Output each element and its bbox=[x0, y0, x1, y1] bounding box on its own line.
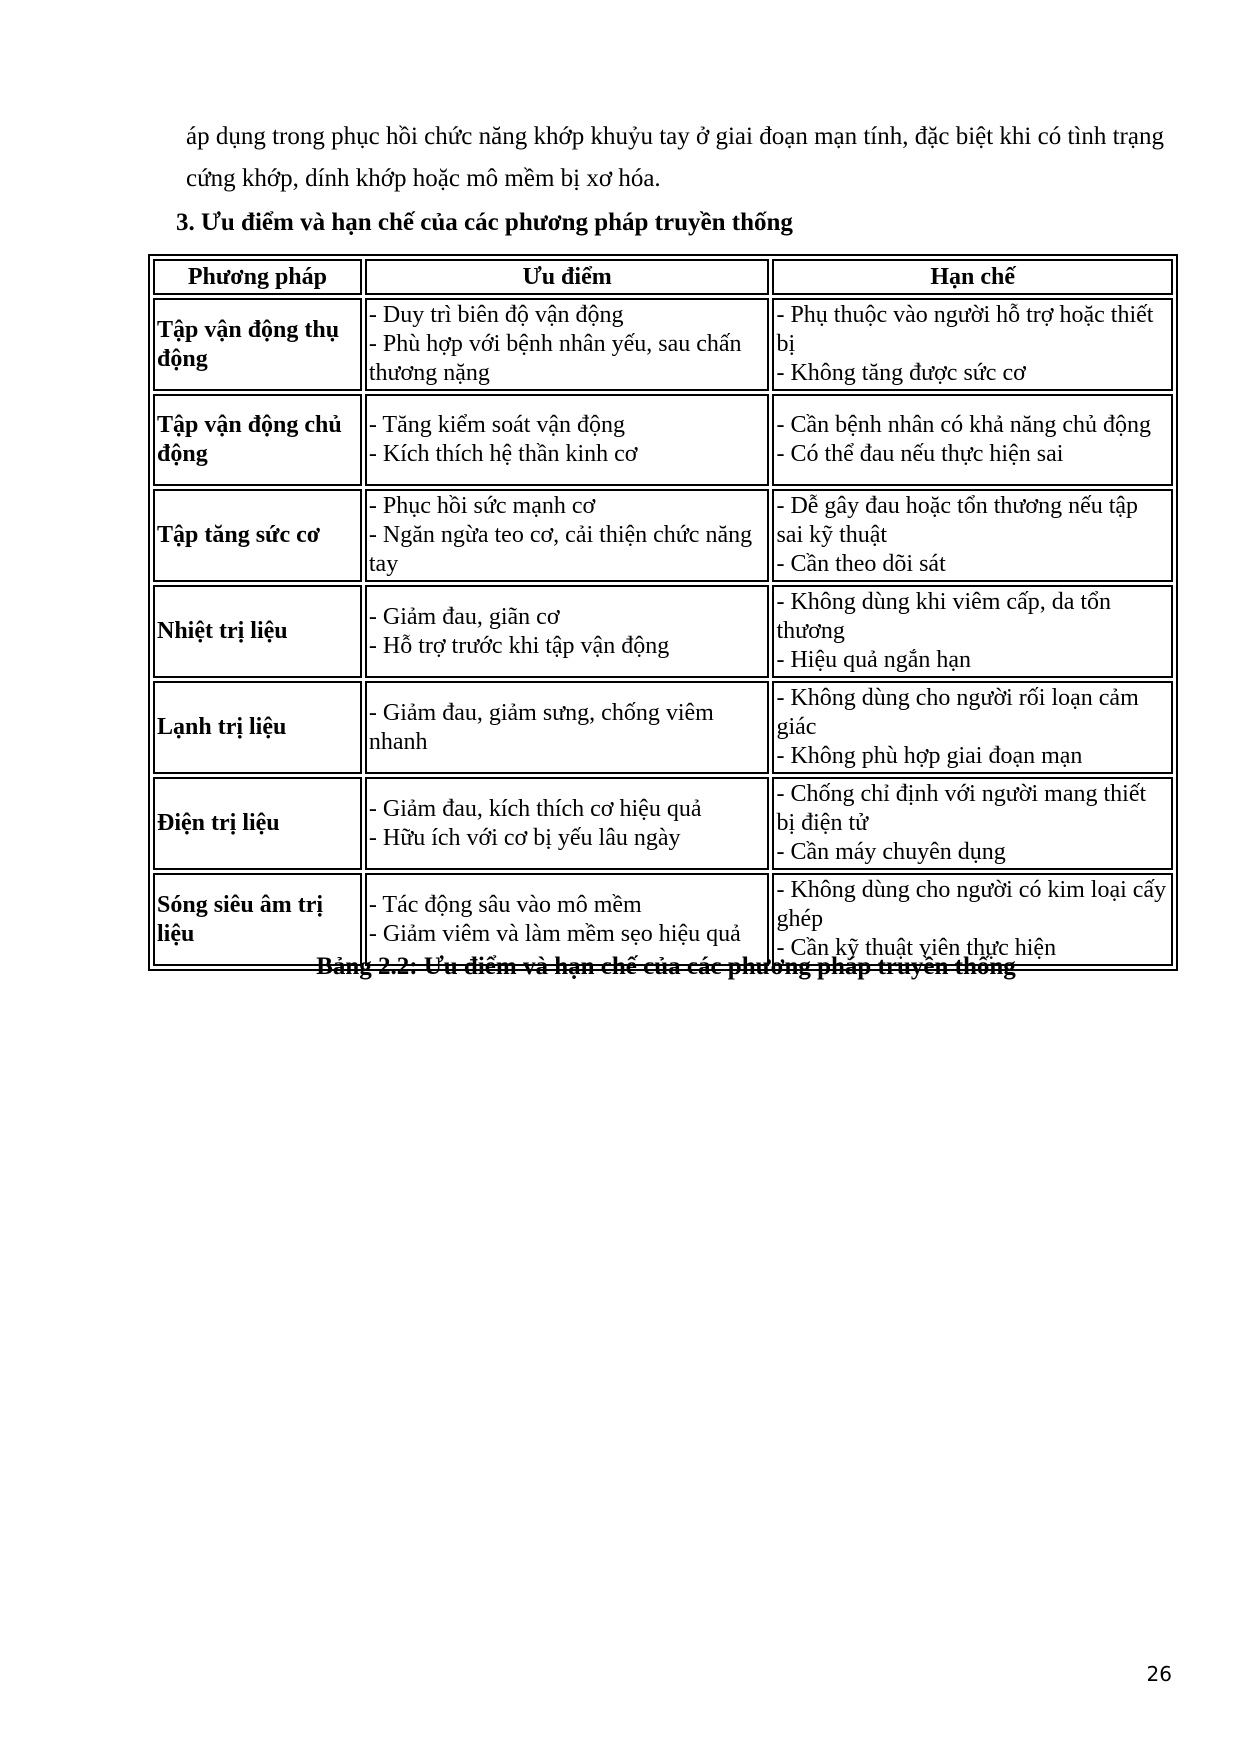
method-cell: Lạnh trị liệu bbox=[153, 681, 362, 774]
table-row bbox=[153, 777, 1173, 870]
limitation-item: - Không dùng khi viêm cấp, da tổn thương bbox=[776, 589, 1112, 644]
table-row bbox=[153, 681, 1173, 774]
advantage-item: - Tác động sâu vào mô mềm bbox=[368, 891, 642, 918]
limitations-cell bbox=[772, 585, 1173, 678]
limitation-item: - Không tăng được sức cơ bbox=[776, 360, 1026, 386]
advantage-item: - Phù hợp với bệnh nhân yếu, sau chấn thương nặng bbox=[368, 331, 742, 386]
limitation-item: - Không phù hợp giai đoạn mạn bbox=[776, 743, 1083, 769]
advantage-item: - Giảm đau, kích thích cơ hiệu quả bbox=[368, 795, 702, 822]
limitations-cell bbox=[772, 777, 1173, 870]
comparison-table-container bbox=[148, 254, 1178, 971]
method-cell: Nhiệt trị liệu bbox=[153, 585, 362, 678]
limitation-item: - Cần bệnh nhân có khả năng chủ động bbox=[776, 412, 1152, 438]
advantage-item: - Kích thích hệ thần kinh cơ bbox=[368, 441, 638, 467]
advantage-item: - Duy trì biên độ vận động bbox=[368, 302, 624, 328]
advantages-cell bbox=[365, 777, 770, 870]
limitations-cell bbox=[772, 489, 1173, 582]
advantages-cell bbox=[365, 394, 770, 486]
method-cell: Sóng siêu âm trị liệu bbox=[153, 873, 362, 966]
limitation-item: - Không dùng cho người có kim loại cấy ghép bbox=[776, 877, 1167, 932]
table-header-row bbox=[153, 259, 1173, 295]
comparison-table bbox=[148, 254, 1178, 971]
header-advantages: Ưu điểm bbox=[365, 259, 770, 295]
advantage-item: - Tăng kiểm soát vận động bbox=[368, 412, 626, 438]
advantage-item: - Phục hồi sức mạnh cơ bbox=[368, 493, 596, 519]
method-cell: Tập tăng sức cơ bbox=[153, 489, 362, 582]
advantages-cell bbox=[365, 585, 770, 678]
advantages-cell bbox=[365, 681, 770, 774]
table-row bbox=[153, 298, 1173, 391]
limitations-cell bbox=[772, 681, 1173, 774]
method-cell: Điện trị liệu bbox=[153, 777, 362, 870]
limitation-item: - Không dùng cho người rối loạn cảm giác bbox=[776, 685, 1139, 740]
advantage-item: - Hữu ích với cơ bị yếu lâu ngày bbox=[368, 824, 681, 851]
limitation-item: - Cần kỹ thuật viên thực hiện bbox=[776, 935, 1057, 961]
advantage-item: - Giảm đau, giãn cơ bbox=[368, 603, 560, 630]
advantage-item: - Giảm viêm và làm mềm sẹo hiệu quả bbox=[368, 920, 741, 947]
advantage-item: - Ngăn ngừa teo cơ, cải thiện chức năng tay bbox=[368, 522, 753, 577]
section-heading: 3. Ưu điểm và hạn chế của các phương pháp truyền thống bbox=[176, 209, 793, 236]
table-row bbox=[153, 489, 1173, 582]
intro-paragraph: áp dụng trong phục hồi chức năng khớp khuỷu tay ở giai đoạn mạn tính, đặc biệt khi có tình trạng cứng khớp, dính khớp hoặc mô mềm bị xơ hóa. bbox=[186, 123, 1164, 192]
advantage-item: - Hỗ trợ trước khi tập vận động bbox=[368, 632, 670, 659]
limitation-item: - Chống chỉ định với người mang thiết bị điện tử bbox=[776, 781, 1147, 836]
limitation-item: - Có thể đau nếu thực hiện sai bbox=[776, 441, 1064, 467]
method-cell: Tập vận động chủ động bbox=[153, 394, 362, 486]
table-row bbox=[153, 394, 1173, 486]
advantages-cell bbox=[365, 298, 770, 391]
limitation-item: - Dễ gây đau hoặc tổn thương nếu tập sai kỹ thuật bbox=[776, 493, 1139, 548]
method-cell: Tập vận động thụ động bbox=[153, 298, 362, 391]
page-number: 26 bbox=[1146, 1662, 1172, 1686]
header-method: Phương pháp bbox=[153, 259, 362, 295]
advantages-cell bbox=[365, 489, 770, 582]
limitation-item: - Phụ thuộc vào người hỗ trợ hoặc thiết bị bbox=[776, 302, 1154, 357]
limitation-item: - Cần theo dõi sát bbox=[776, 551, 946, 577]
limitation-item: - Hiệu quả ngắn hạn bbox=[776, 647, 972, 673]
advantage-item: - Giảm đau, giảm sưng, chống viêm nhanh bbox=[368, 699, 714, 755]
table-row bbox=[153, 585, 1173, 678]
limitations-cell bbox=[772, 298, 1173, 391]
limitations-cell bbox=[772, 394, 1173, 486]
header-limitations: Hạn chế bbox=[772, 259, 1173, 295]
table-caption: Bảng 2.2: Ưu điểm và hạn chế của các phương pháp truyền thống bbox=[316, 953, 1016, 980]
limitation-item: - Cần máy chuyên dụng bbox=[776, 839, 1006, 865]
